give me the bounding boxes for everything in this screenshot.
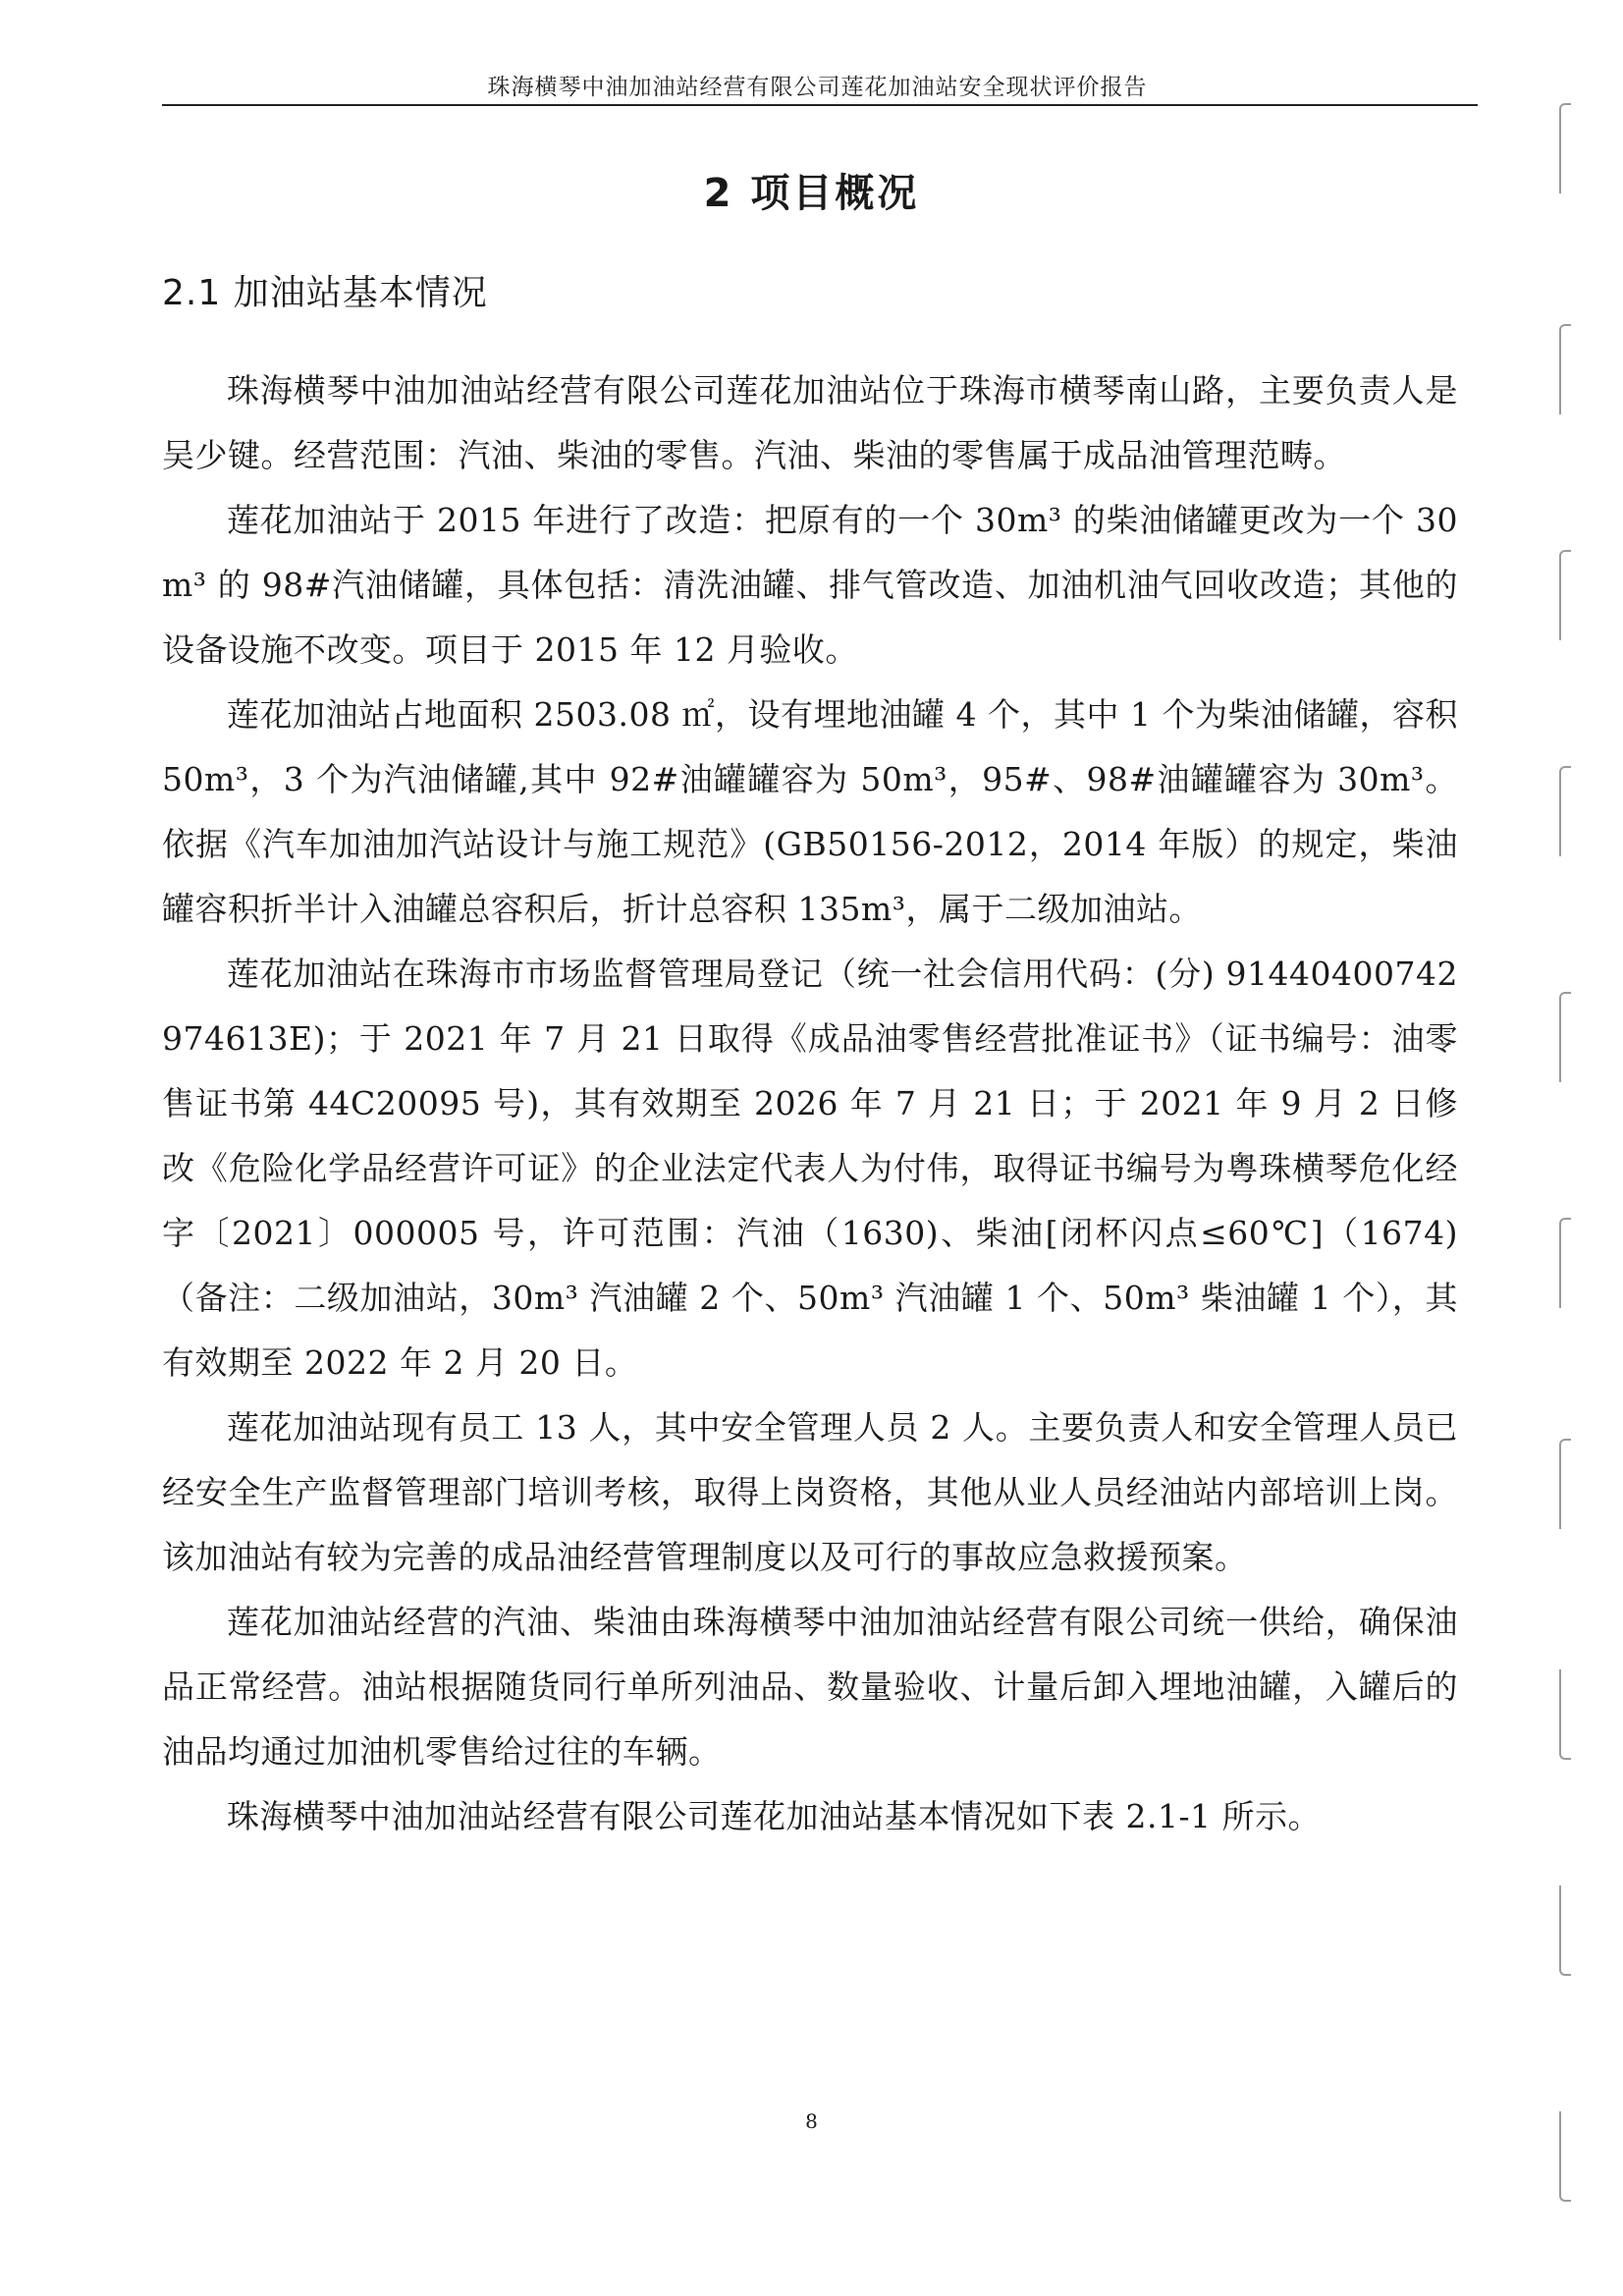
page-number: 8 [805,2109,818,2133]
scan-edge-mark [1559,324,1571,414]
paragraph: 莲花加油站经营的汽油、柴油由珠海横琴中油加油站经营有限公司统一供给，确保油品正常经营。油站根据随货同行单所列油品、数量验收、计量后卸入埋地油罐，入罐后的油品均通过加油机零售给过往的车辆。 [162,1603,1458,1771]
body-text [162,358,1458,1849]
paragraph: 莲花加油站占地面积 2503.08 ㎡，设有埋地油罐 4 个，其中 1 个为柴油储罐，容积 50m³，3 个为汽油储罐,其中 92#油罐罐容为 50m³，95#、98#油罐罐容为 30m³。依据《汽车加油加汽站设计与施工规范》(GB50156-2012，2014 年版）的规定，柴油罐容积折半计入油罐总容积后，折计总容积 135m³，属于二级加油站。 [162,695,1458,928]
scan-edge-mark [1559,2111,1571,2202]
chapter-title: 2 项目概况 [703,171,920,216]
scan-edge-mark [1559,1439,1571,1529]
scan-edge-mark [1559,992,1571,1082]
paragraph: 莲花加油站现有员工 13 人，其中安全管理人员 2 人。主要负责人和安全管理人员已经安全生产监督管理部门培训考核，取得上岗资格，其他从业人员经油站内部培训上岗。该加油站有较为完善的成品油经营管理制度以及可行的事故应急救援预案。 [162,1408,1458,1576]
paragraph: 莲花加油站于 2015 年进行了改造：把原有的一个 30m³ 的柴油储罐更改为一个 30m³ 的 98#汽油储罐，具体包括：清洗油罐、排气管改造、加油机油气回收改造；其他的设备设施不改变。项目于 2015 年 12 月验收。 [162,501,1458,669]
section-title: 2.1 加油站基本情况 [162,273,488,313]
scan-edge-mark [1559,1886,1571,1976]
scan-edge-mark [1559,766,1571,856]
running-header: 珠海横琴中油加油站经营有限公司莲花加油站安全现状评价报告 [487,75,1148,100]
paragraph: 珠海横琴中油加油站经营有限公司莲花加油站位于珠海市横琴南山路，主要负责人是吴少键。经营范围：汽油、柴油的零售。汽油、柴油的零售属于成品油管理范畴。 [162,371,1458,474]
paragraph: 珠海横琴中油加油站经营有限公司莲花加油站基本情况如下表 2.1-1 所示。 [227,1797,1322,1835]
scan-edge-mark [1559,1218,1571,1308]
scan-edge-mark [1559,550,1571,640]
paragraph: 莲花加油站在珠海市市场监督管理局登记（统一社会信用代码：(分) 91440400742974613E)；于 2021 年 7 月 21 日取得《成品油零售经营批准证书》（证书编号：油零售证书第 44C20095 号)，其有效期至 2026 年 7 月 21 日；于 2021 年 9 月 2 日修改《危险化学品经营许可证》的企业法定代表人为付伟，取得证书编号为粤珠横琴危化经字〔2021〕000005 号，许可范围：汽油（1630)、柴油[闭杯闪点≤60℃]（1674)（备注：二级加油站，30m³ 汽油罐 2 个、50m³ 汽油罐 1 个、50m³ 柴油罐 1 个），其有效期至 2022 年 2 月 20 日。 [162,955,1458,1382]
header-divider [162,104,1478,106]
scan-edge-mark [1559,1669,1571,1760]
scan-edge-mark [1559,103,1571,193]
